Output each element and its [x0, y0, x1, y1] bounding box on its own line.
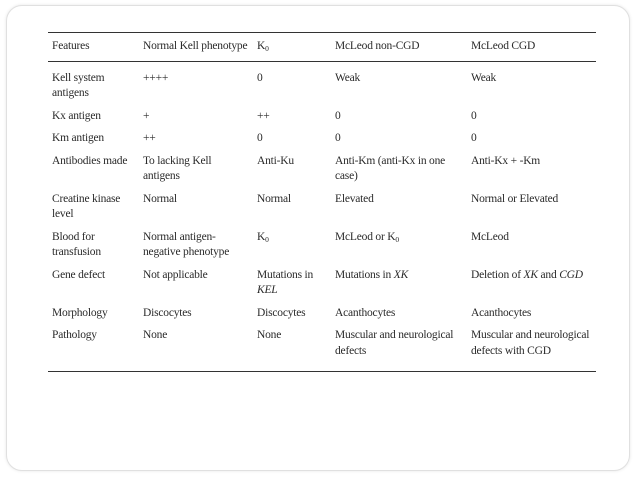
cell-normal: Normal antigen-negative phenotype: [143, 230, 230, 259]
table-row: [48, 185, 596, 223]
cell-cgd: Weak: [471, 71, 497, 84]
cell-cgd-prefix: Deletion of: [471, 268, 524, 281]
cell-noncgd: Muscular and neurological defects: [331, 321, 467, 372]
header-row: [48, 33, 596, 62]
cell-feature: Creatine kinase level: [52, 192, 121, 221]
cell-normal: Normal: [143, 192, 177, 205]
cell-k0: Normal: [257, 192, 291, 205]
cell-cgd-and: and: [537, 268, 560, 281]
cell-noncgd: Acanthocytes: [335, 306, 396, 319]
cell-noncgd-main: McLeod or K: [335, 230, 396, 243]
table-row: [48, 102, 596, 125]
cell-feature: Pathology: [48, 321, 139, 372]
cell-noncgd: Elevated: [335, 192, 374, 205]
cell-noncgd: 0: [335, 132, 341, 145]
cell-noncgd: Anti-Km (anti-Kx in one case): [335, 154, 446, 183]
table-row: [48, 223, 596, 261]
cell-k0: None: [253, 321, 331, 372]
cell-cgd: [467, 261, 596, 299]
cell-noncgd: [331, 261, 467, 299]
table-row: [48, 299, 596, 322]
cell-k0: 0: [257, 71, 263, 84]
header-k0-subscript: 0: [265, 44, 269, 53]
cell-normal: None: [139, 321, 253, 372]
cell-noncgd: 0: [335, 109, 341, 122]
comparison-table-container: [48, 32, 596, 372]
cell-cgd: McLeod: [471, 230, 509, 243]
header-k0-main: K: [257, 40, 266, 52]
cell-cgd: 0: [471, 109, 477, 122]
cell-normal: ++++: [143, 71, 169, 84]
cell-k0-subscript: 0: [265, 234, 269, 244]
header-mcleod-cgd: McLeod CGD: [467, 33, 596, 62]
table-row: [48, 61, 596, 102]
header-k0: [253, 33, 331, 62]
cell-noncgd-gene: XK: [393, 268, 409, 281]
header-normal-kell: Normal Kell phenotype: [139, 33, 253, 62]
cell-k0: [253, 223, 331, 261]
cell-feature: Kell system antigens: [52, 71, 105, 100]
cell-k0-main: K: [257, 230, 266, 243]
cell-k0: ++: [257, 109, 270, 122]
cell-feature: Morphology: [52, 306, 108, 319]
table-body: [48, 61, 596, 372]
cell-cgd-gene1: XK: [523, 268, 538, 281]
cell-cgd: Acanthocytes: [471, 306, 532, 319]
table-row: [48, 261, 596, 299]
cell-noncgd: [331, 223, 467, 261]
cell-cgd: 0: [471, 132, 477, 145]
cell-noncgd-prefix: Mutations in: [335, 268, 394, 281]
cell-k0-gene: KEL: [257, 284, 278, 297]
cell-noncgd: Weak: [335, 71, 361, 84]
cell-normal: Discocytes: [143, 306, 192, 319]
cell-cgd: Normal or Elevated: [471, 192, 559, 205]
cell-feature: Km antigen: [52, 132, 104, 145]
cell-feature: Blood for transfusion: [52, 230, 101, 259]
cell-feature: Kx antigen: [52, 109, 101, 122]
cell-k0: [253, 261, 331, 299]
cell-k0: 0: [257, 132, 263, 145]
table-row: [48, 124, 596, 147]
kell-phenotype-table: [48, 32, 596, 372]
cell-cgd-gene2: CGD: [559, 268, 583, 281]
cell-cgd: Muscular and neurological defects with CGD: [467, 321, 596, 372]
cell-feature: Antibodies made: [52, 154, 128, 167]
cell-noncgd-subscript: 0: [395, 234, 399, 244]
cell-k0: Discocytes: [257, 306, 306, 319]
cell-k0: Anti-Ku: [257, 154, 294, 167]
cell-feature: Gene defect: [52, 268, 106, 281]
cell-normal: Not applicable: [143, 268, 208, 281]
cell-normal: To lacking Kell antigens: [143, 154, 212, 183]
cell-k0-prefix: Mutations in: [257, 268, 314, 281]
table-row: [48, 321, 596, 372]
table-row: [48, 147, 596, 185]
cell-normal: +: [143, 109, 150, 122]
cell-normal: ++: [143, 132, 156, 145]
header-mcleod-noncgd: McLeod non-CGD: [331, 33, 467, 62]
header-features: Features: [48, 33, 139, 62]
cell-cgd: Anti-Kx + -Km: [471, 154, 541, 167]
table-header: [48, 33, 596, 62]
